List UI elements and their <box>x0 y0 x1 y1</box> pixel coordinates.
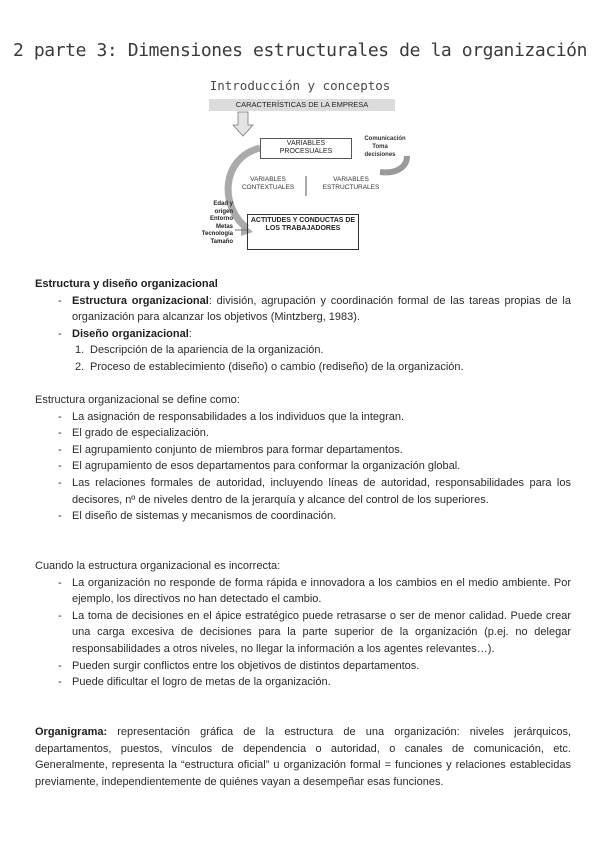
contextuales-label: VARIABLES CONTEXTUALES <box>241 176 295 191</box>
definition: representación gráfica de la estructura de una organización: niveles jerárquicos, departamentos, puestos, vínculos de dependencia o autoridad, o canales de comunicación, etc. Generalmente, representa la “estructura oficial” u organización formal = funciones y relaciones establecidas previamente, independientemente de quiénes vayan a desempeñar esas funciones. <box>35 726 571 788</box>
list-item: - Puede dificultar el logro de metas de la organización. <box>35 674 571 691</box>
contextual-item: Entorno <box>210 216 233 223</box>
item-text: Proceso de establecimiento (diseño) o cambio (rediseño) de la organización. <box>90 360 464 373</box>
list-item: - El grado de especialización. <box>35 425 571 442</box>
section-organigram <box>35 724 571 790</box>
numbered-item <box>35 342 571 359</box>
section-heading: Estructura y diseño organizacional <box>35 278 218 290</box>
page-subtitle: Introducción y conceptos <box>209 78 391 93</box>
item-number: 2. <box>75 360 85 373</box>
list-item: - El diseño de sistemas y mecanismos de coordinación. <box>35 508 571 525</box>
list-item: - La asignación de responsabilidades a los individuos que la integran. <box>35 409 571 426</box>
procesuales-box: VARIABLES PROCESUALES <box>260 138 352 159</box>
estructurales-label: VARIABLES ESTRUCTURALES <box>322 176 380 191</box>
list-item <box>35 326 571 343</box>
list-item: - El agrupamiento conjunto de miembros para formar departamentos. <box>35 442 571 459</box>
term: Organigrama: <box>35 726 108 738</box>
section-intro: Estructura organizacional se define como: <box>35 394 240 406</box>
list-item: - Pueden surgir conflictos entre los objetivos de distintos departamentos. <box>35 658 571 675</box>
section-structure-design <box>35 276 571 376</box>
contextual-item: Metas <box>215 223 233 230</box>
characteristics-diagram <box>195 98 415 268</box>
contextual-item: Tamaño <box>210 238 233 245</box>
numbered-item <box>35 359 571 376</box>
list-item: - La organización no responde de forma rápida e innovadora a los cambios en el medio ambiente. Por ejemplo, los directivos no han detectado el cambio. <box>35 575 571 608</box>
item-text: Descripción de la apariencia de la organización. <box>90 344 324 357</box>
section-intro: Cuando la estructura organizacional es incorrecta: <box>35 560 281 572</box>
contextual-item: Edad y origen <box>213 201 233 215</box>
section-incorrect-structure <box>35 558 571 691</box>
contextual-item: Tecnología <box>201 231 233 238</box>
toma-decisiones-label: Toma decisiones <box>364 144 396 158</box>
definition: : división, agrupación y coordinación formal de las tareas propias de la organización para alcanzar los objetivos (Mintzberg, 1983). <box>72 294 571 324</box>
list-item: - La toma de decisiones en el ápice estratégico puede retrasarse o ser de menor calidad. Puede crear una carga excesiva de decisiones para la parte superior de la organización (p.ej. no delegar responsabilidades a otros niveles, no llegar la información a los agentes relevantes…). <box>35 608 571 658</box>
down-arrow-icon <box>233 112 253 136</box>
item-number: 1. <box>75 344 85 357</box>
actitudes-box: ACTITUDES Y CONDUCTAS DE LOS TRABAJADORES <box>247 214 359 250</box>
colon: : <box>188 327 192 340</box>
contextual-items <box>197 201 233 247</box>
term: Diseño organizacional <box>72 327 189 340</box>
top-box: CARACTERÍSTICAS DE LA EMPRESA <box>209 99 395 111</box>
term: Estructura organizacional <box>72 294 209 307</box>
section-definition <box>35 392 571 525</box>
page-title: 2 parte 3: Dimensiones estructurales de la organización <box>12 40 588 61</box>
list-item <box>35 293 571 326</box>
comunicacion-label: Comunicación <box>364 136 406 142</box>
list-item: - El agrupamiento de esos departamentos para conformar la organización global. <box>35 458 571 475</box>
list-item: - Las relaciones formales de autoridad, incluyendo líneas de autoridad, responsabilidades para los decisores, nº de niveles dentro de la jerarquía y alcance del control de los superiores. <box>35 475 571 508</box>
